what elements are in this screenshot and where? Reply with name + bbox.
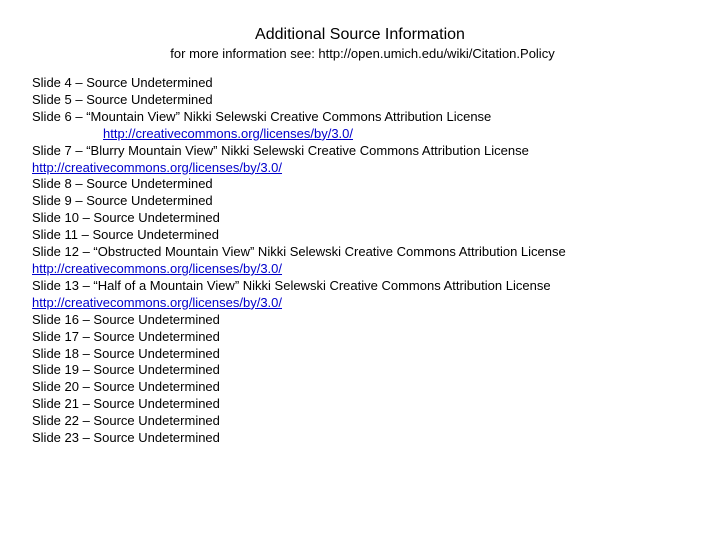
source-line-slide-12: Slide 12 – “Obstructed Mountain View” Nikki Selewski Creative Commons Attribution License — [32, 244, 566, 260]
source-line-slide-8: Slide 8 – Source Undetermined — [32, 176, 213, 192]
license-link[interactable]: http://creativecommons.org/licenses/by/3.0/ — [103, 125, 354, 141]
source-line-slide-13: Slide 13 – “Half of a Mountain View” Nikki Selewski Creative Commons Attribution License — [32, 277, 551, 293]
source-line-slide-5: Slide 5 – Source Undetermined — [32, 91, 213, 107]
source-line-slide-18: Slide 18 – Source Undetermined — [32, 345, 220, 361]
license-line-slide-7 — [32, 160, 692, 177]
source-line-slide-9: Slide 9 – Source Undetermined — [32, 193, 213, 209]
source-line-slide-23: Slide 23 – Source Undetermined — [32, 430, 220, 446]
license-line-slide-6 — [32, 126, 692, 143]
license-line-slide-13 — [32, 295, 692, 312]
source-line-slide-7: Slide 7 – “Blurry Mountain View” Nikki Selewski Creative Commons Attribution License — [32, 142, 529, 158]
source-line-slide-4: Slide 4 – Source Undetermined — [32, 75, 213, 90]
source-line-slide-16: Slide 16 – Source Undetermined — [32, 311, 220, 327]
license-link[interactable]: http://creativecommons.org/licenses/by/3.0/ — [32, 294, 283, 310]
page-title: Additional Source Information — [255, 26, 465, 43]
source-line-slide-21: Slide 21 – Source Undetermined — [32, 396, 220, 412]
source-line-slide-17: Slide 17 – Source Undetermined — [32, 328, 220, 344]
license-line-slide-12 — [32, 261, 692, 278]
source-line-slide-11: Slide 11 – Source Undetermined — [32, 227, 219, 243]
source-line-slide-20: Slide 20 – Source Undetermined — [32, 379, 220, 395]
source-line-slide-6: Slide 6 – “Mountain View” Nikki Selewski Creative Commons Attribution License — [32, 108, 492, 124]
license-link[interactable]: http://creativecommons.org/licenses/by/3.0/ — [32, 159, 283, 175]
source-line-slide-19: Slide 19 – Source Undetermined — [32, 362, 220, 378]
source-list — [32, 75, 692, 447]
license-link[interactable]: http://creativecommons.org/licenses/by/3.0/ — [32, 260, 283, 276]
page-subtitle: for more information see: http://open.umich.edu/wiki/Citation.Policy — [170, 46, 555, 61]
source-line-slide-22: Slide 22 – Source Undetermined — [32, 413, 220, 429]
source-line-slide-10: Slide 10 – Source Undetermined — [32, 210, 220, 226]
